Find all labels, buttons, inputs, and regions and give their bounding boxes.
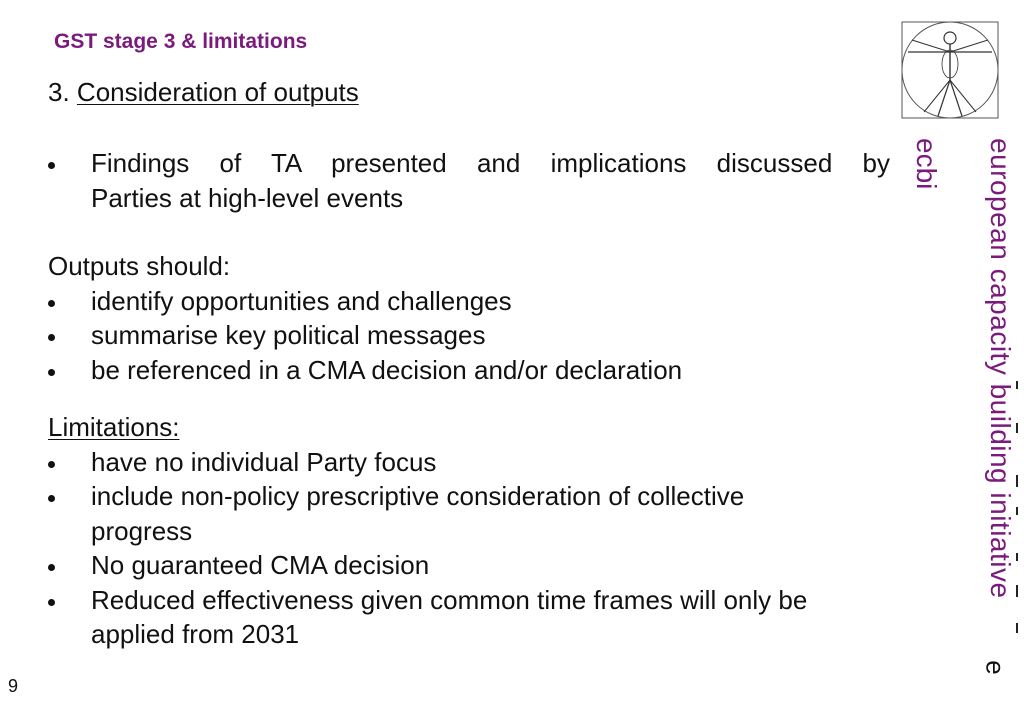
brand-name: european capacity building initiative [985, 138, 1016, 599]
limitations-item: have no individual Party focus [48, 445, 890, 480]
page-number: 9 [8, 676, 19, 696]
section-heading [48, 77, 359, 108]
intro-bullet-line-2: Parties at high-level events [91, 182, 404, 213]
edge-decoration [1005, 375, 1024, 675]
brand-abbreviation: ecbi [911, 138, 942, 190]
limitations-item: No guaranteed CMA decision [48, 548, 890, 583]
outputs-item: be referenced in a CMA decision and/or declaration [48, 353, 890, 388]
vitruvian-man-icon [898, 18, 1002, 122]
section-title: Consideration of outputs [76, 77, 359, 107]
intro-bullet [48, 146, 890, 215]
slide-content [48, 146, 890, 652]
edge-glyph: e [980, 660, 1011, 675]
limitations-item: include non-policy prescriptive consideration of collective progress [48, 479, 831, 548]
limitations-item: Reduced effectiveness given common time frames will only be applied from 2031 [48, 583, 891, 652]
outputs-item: summarise key political messages [48, 318, 890, 353]
section-number: 3. [48, 77, 70, 107]
intro-bullet-line-1: Findings of TA presented and implications discussed by [91, 148, 890, 178]
outputs-item: identify opportunities and challenges [48, 284, 890, 319]
slide-header-title: GST stage 3 & limitations [54, 30, 308, 53]
outputs-label: Outputs should: [48, 251, 231, 281]
limitations-label: Limitations: [48, 412, 180, 442]
